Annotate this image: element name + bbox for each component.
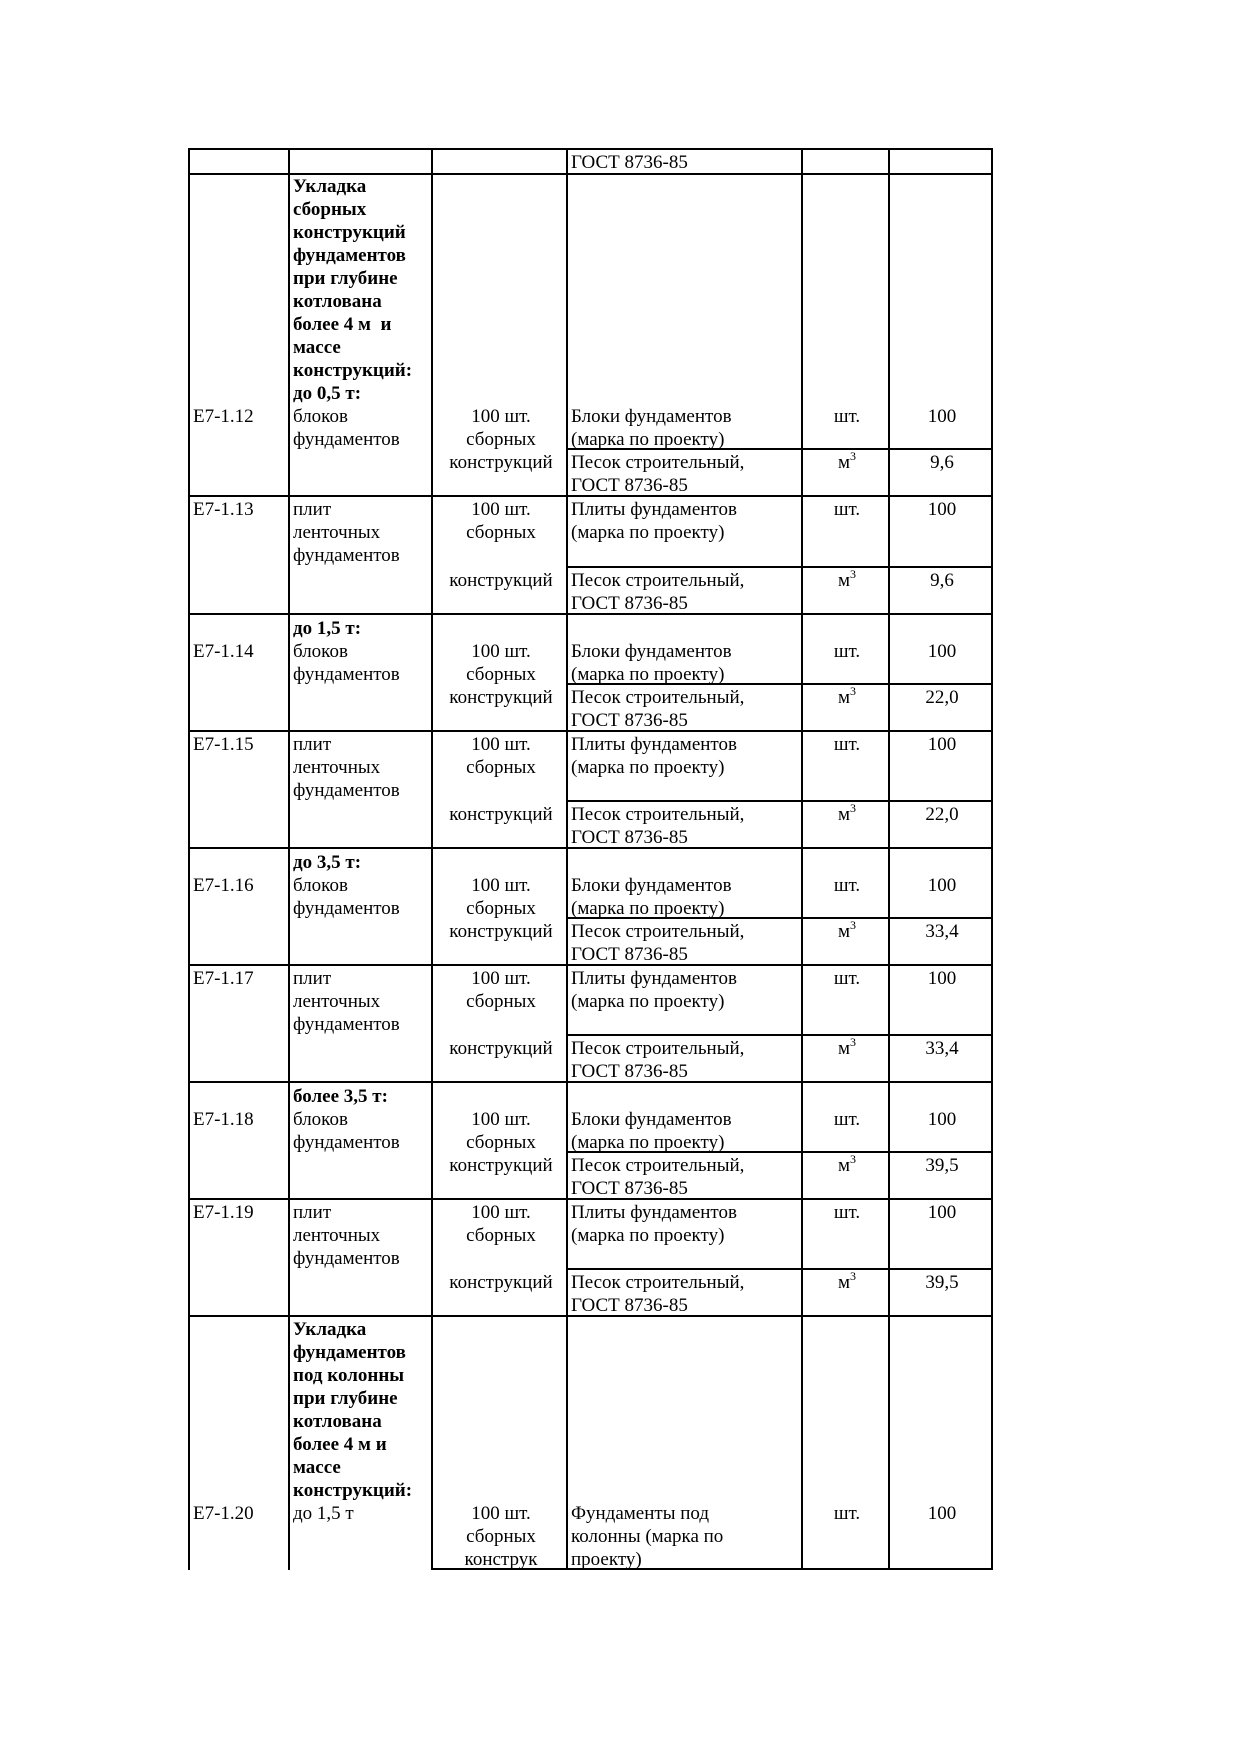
material-unit: шт. [833,875,861,896]
material-unit: шт. [833,641,861,662]
material-text: ГОСТ 8736-85 [571,152,688,173]
material-unit [806,569,888,594]
unit-superscript: 3 [850,1269,857,1283]
table-rule-horizontal [566,800,993,802]
material-unit [806,803,888,828]
measure-unit: 100 шт. [471,1503,531,1524]
table-rule-vertical [431,148,433,1570]
measure-unit: конструкций [449,804,553,825]
norm-code: Е7-1.17 [193,968,254,989]
material-text: Блоки фундаментов [571,1109,732,1130]
work-description: блоков [293,1109,348,1130]
material-text: Песок строительный, [571,804,745,825]
material-text: ГОСТ 8736-85 [571,710,688,731]
measure-unit: 100 шт. [471,1109,531,1130]
group-heading: сборных [293,199,367,220]
group-heading: котлована [293,1411,382,1432]
unit-symbol: м [837,1272,851,1293]
work-description: блоков [293,641,348,662]
work-description: плит [293,1202,332,1223]
measure-unit: сборных [466,522,536,543]
work-description: до 1,5 т [293,1503,354,1524]
material-text: ГОСТ 8736-85 [571,1295,688,1316]
material-text: (марка по проекту) [571,757,725,778]
norm-code: Е7-1.13 [193,499,254,520]
measure-unit: сборных [466,429,536,450]
material-text: Плиты фундаментов [571,968,737,989]
material-text: Плиты фундаментов [571,499,737,520]
quantity: 100 [927,1109,957,1130]
group-heading: более 4 м и [293,1434,387,1455]
group-heading: конструкций: [293,1480,413,1501]
material-text: проекту) [571,1549,642,1570]
quantity: 39,5 [925,1155,959,1176]
measure-unit: конструкций [449,1155,553,1176]
quantity: 100 [927,641,957,662]
work-description: плит [293,499,332,520]
quantity: 100 [927,734,957,755]
group-heading: более 4 м и [293,314,392,335]
group-heading: более 3,5 т: [293,1086,388,1107]
work-description: фундаментов [293,1014,400,1035]
measure-unit: сборных [466,1225,536,1246]
unit-superscript: 3 [850,1152,857,1166]
norm-code: Е7-1.12 [193,406,254,427]
measure-unit: конструкций [449,452,553,473]
quantity: 39,5 [925,1272,959,1293]
quantity: 33,4 [925,921,959,942]
material-text: Песок строительный, [571,687,745,708]
norm-code: Е7-1.16 [193,875,254,896]
measure-unit: 100 шт. [471,499,531,520]
material-text: (марка по проекту) [571,1225,725,1246]
work-description: плит [293,734,332,755]
work-description: плит [293,968,332,989]
material-unit [806,1154,888,1179]
norm-code: Е7-1.20 [193,1503,254,1524]
material-text: Блоки фундаментов [571,875,732,896]
table-rule-horizontal [566,566,993,568]
measure-unit: конструкций [449,687,553,708]
quantity: 9,6 [930,452,954,473]
unit-symbol: м [837,687,851,708]
material-unit: шт. [833,1109,861,1130]
work-description: фундаментов [293,898,400,919]
work-description: ленточных [293,757,381,778]
measure-unit: 100 шт. [471,968,531,989]
material-unit: шт. [833,1503,861,1524]
group-heading: конструкций [293,222,406,243]
norm-code: Е7-1.14 [193,641,254,662]
unit-superscript: 3 [850,449,857,463]
material-text: (марка по проекту) [571,664,725,685]
quantity: 100 [927,406,957,427]
work-description: ленточных [293,991,381,1012]
material-text: ГОСТ 8736-85 [571,475,688,496]
norm-code: Е7-1.19 [193,1202,254,1223]
table-rule-vertical [991,148,993,1570]
material-text: Песок строительный, [571,1272,745,1293]
work-description: фундаментов [293,664,400,685]
material-text: Песок строительный, [571,570,745,591]
material-text: колонны (марка по [571,1526,724,1547]
norm-code: Е7-1.15 [193,734,254,755]
measure-unit: сборных [466,991,536,1012]
quantity: 100 [927,968,957,989]
work-description: блоков [293,406,348,427]
unit-superscript: 3 [850,684,857,698]
material-text: ГОСТ 8736-85 [571,1061,688,1082]
quantity: 100 [927,499,957,520]
norm-code: Е7-1.18 [193,1109,254,1130]
measure-unit: сборных [466,1132,536,1153]
work-description: ленточных [293,522,381,543]
measure-unit: конструк [464,1549,538,1570]
measure-unit: 100 шт. [471,1202,531,1223]
material-unit [806,920,888,945]
material-unit [806,686,888,711]
measure-unit: сборных [466,664,536,685]
group-heading: при глубине [293,1388,398,1409]
group-heading: котлована [293,291,382,312]
material-text: Плиты фундаментов [571,734,737,755]
table-rule-vertical [188,148,190,1570]
unit-superscript: 3 [850,1035,857,1049]
material-text: Песок строительный, [571,1155,745,1176]
work-description: фундаментов [293,780,400,801]
material-text: Песок строительный, [571,1038,745,1059]
table-rule-horizontal [188,148,993,150]
material-text: (марка по проекту) [571,429,725,450]
material-unit: шт. [833,734,861,755]
unit-superscript: 3 [850,918,857,932]
material-text: Блоки фундаментов [571,406,732,427]
material-text: ГОСТ 8736-85 [571,827,688,848]
material-unit: шт. [833,968,861,989]
quantity: 9,6 [930,570,954,591]
group-heading: до 0,5 т: [293,383,362,404]
material-unit: шт. [833,1202,861,1223]
measure-unit: конструкций [449,570,553,591]
work-description: фундаментов [293,1248,400,1269]
material-text: (марка по проекту) [571,1132,725,1153]
table-rule-vertical [801,148,803,1570]
unit-superscript: 3 [850,801,857,815]
measure-unit: 100 шт. [471,734,531,755]
group-heading: под колонны [293,1365,405,1386]
measure-unit: 100 шт. [471,641,531,662]
measure-unit: конструкций [449,921,553,942]
material-text: (марка по проекту) [571,522,725,543]
material-text: ГОСТ 8736-85 [571,944,688,965]
group-heading: массе [293,337,341,358]
material-unit [806,451,888,476]
work-description: фундаментов [293,429,400,450]
material-text: (марка по проекту) [571,991,725,1012]
material-text: (марка по проекту) [571,898,725,919]
material-text: Плиты фундаментов [571,1202,737,1223]
group-heading: до 1,5 т: [293,618,362,639]
measure-unit: конструкций [449,1272,553,1293]
group-heading: фундаментов [293,245,406,266]
measure-unit: конструкций [449,1038,553,1059]
group-heading: фундаментов [293,1342,406,1363]
unit-symbol: м [837,1038,851,1059]
group-heading: Укладка [293,176,367,197]
table-rule-vertical [566,148,568,1570]
unit-symbol: м [837,804,851,825]
work-description: фундаментов [293,545,400,566]
group-heading: конструкций: [293,360,413,381]
material-unit [806,1271,888,1296]
unit-symbol: м [837,452,851,473]
table-rule-horizontal [566,1034,993,1036]
group-heading: массе [293,1457,341,1478]
work-description: блоков [293,875,348,896]
unit-superscript: 3 [850,567,857,581]
work-description: фундаментов [293,1132,400,1153]
quantity: 100 [927,1503,957,1524]
material-text: Песок строительный, [571,921,745,942]
measure-unit: 100 шт. [471,875,531,896]
measure-unit: сборных [466,1526,536,1547]
group-heading: Укладка [293,1319,367,1340]
measure-unit: сборных [466,757,536,778]
material-text: Блоки фундаментов [571,641,732,662]
unit-symbol: м [837,1155,851,1176]
material-unit: шт. [833,406,861,427]
quantity: 100 [927,1202,957,1223]
unit-symbol: м [837,570,851,591]
measure-unit: сборных [466,898,536,919]
material-text: ГОСТ 8736-85 [571,593,688,614]
table-rule-vertical [288,148,290,1570]
quantity: 33,4 [925,1038,959,1059]
material-text: Фундаменты под [571,1503,710,1524]
material-unit: шт. [833,499,861,520]
quantity: 100 [927,875,957,896]
material-text: ГОСТ 8736-85 [571,1178,688,1199]
quantity: 22,0 [925,687,959,708]
material-unit [806,1037,888,1062]
unit-symbol: м [837,921,851,942]
table-rule-vertical [888,148,890,1570]
measure-unit: 100 шт. [471,406,531,427]
material-text: Песок строительный, [571,452,745,473]
work-description: ленточных [293,1225,381,1246]
quantity: 22,0 [925,804,959,825]
group-heading: при глубине [293,268,398,289]
table-rule-horizontal [566,1268,993,1270]
group-heading: до 3,5 т: [293,852,362,873]
